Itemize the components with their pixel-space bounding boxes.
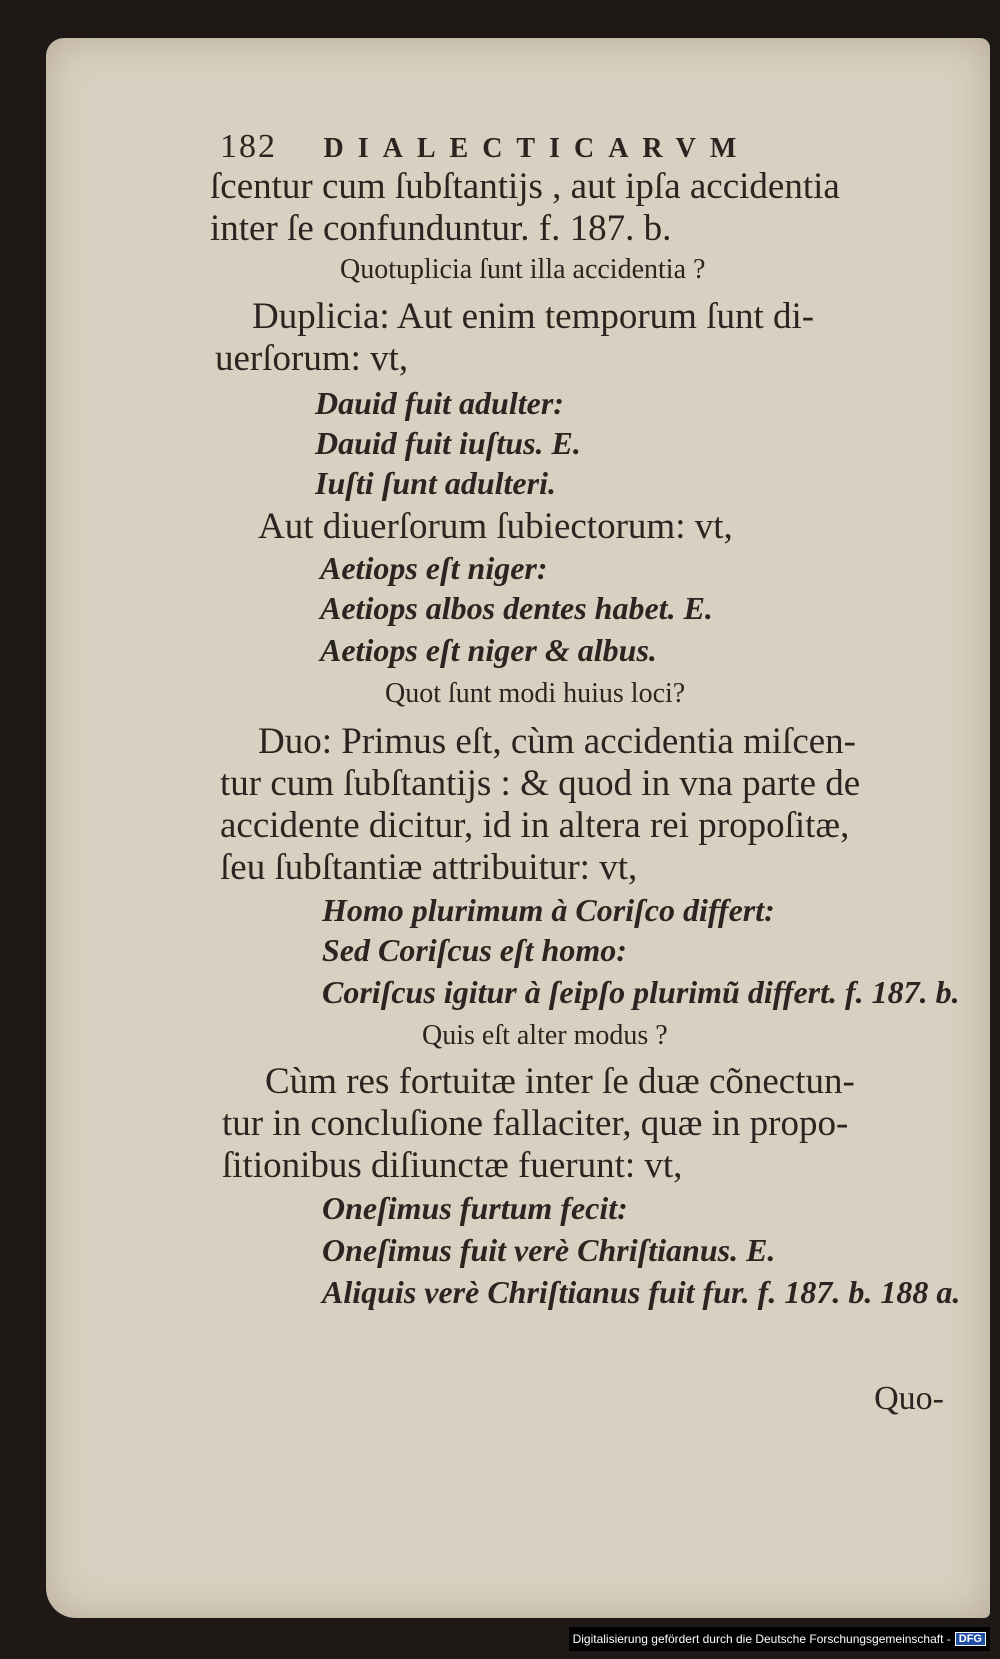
verse-line: Oneſimus furtum fecit: (322, 1190, 628, 1226)
text-line: Duplicia: Aut enim temporum ſunt di- (252, 296, 815, 337)
digitization-footer (569, 1627, 990, 1651)
verse-line: Dauid fuit iuſtus. E. (315, 425, 581, 461)
running-head (220, 128, 750, 166)
footer-text: Digitalisierung gefördert durch die Deutsche Forschungsgemeinschaft - (572, 1632, 951, 1646)
verse-line: Aetiops albos dentes habet. E. (320, 590, 713, 626)
verse-line: Aetiops eſt niger & albus. (320, 632, 657, 668)
verse-line: Aetiops eſt niger: (320, 550, 548, 586)
verse-line: Coriſcus igitur à ſeipſo plurimũ differt. f. 187. b. (322, 974, 960, 1010)
text-line: Aut diuerſorum ſubiectorum: vt, (258, 506, 733, 547)
text-line: Cùm res fortuitæ inter ſe duæ cõnectun- (265, 1061, 855, 1102)
verse-line: Iuſti ſunt adulteri. (315, 465, 556, 501)
verse-line: Aliquis verè Chriſtianus fuit fur. f. 187. b. 188 a. (322, 1274, 961, 1310)
text-line: ſitionibus diſiunctæ fuerunt: vt, (222, 1145, 683, 1186)
catchword: Quo- (874, 1380, 944, 1417)
verse-line: Sed Coriſcus eſt homo: (322, 932, 627, 968)
verse-line: Oneſimus fuit verè Chriſtianus. E. (322, 1232, 776, 1268)
question-heading: Quotuplicia ſunt illa accidentia ? (340, 254, 706, 285)
text-line: ſeu ſubſtantiæ attribuitur: vt, (220, 847, 638, 888)
text-line: tur cum ſubſtantijs : & quod in vna parte de (220, 763, 861, 804)
dfg-logo: DFG (955, 1632, 986, 1646)
verse-line: Homo plurimum à Coriſco differt: (322, 892, 775, 928)
running-title: DIALECTICARVM (323, 133, 751, 164)
text-line: ſcentur cum ſubſtantijs , aut ipſa accidentia (210, 166, 840, 207)
text-line: tur in concluſione fallaciter, quæ in propo- (222, 1103, 849, 1144)
question-heading: Quis eſt alter modus ? (422, 1020, 668, 1051)
text-line: uerſorum: vt, (215, 338, 409, 379)
text-line: inter ſe confunduntur. f. 187. b. (210, 208, 672, 249)
page-number: 182 (220, 128, 277, 165)
verse-line: Dauid fuit adulter: (315, 385, 564, 421)
text-line: accidente dicitur, id in altera rei propoſitæ, (220, 805, 850, 846)
text-line: Duo: Primus eſt, cùm accidentia miſcen- (258, 721, 856, 762)
question-heading: Quot ſunt modi huius loci? (385, 678, 686, 709)
